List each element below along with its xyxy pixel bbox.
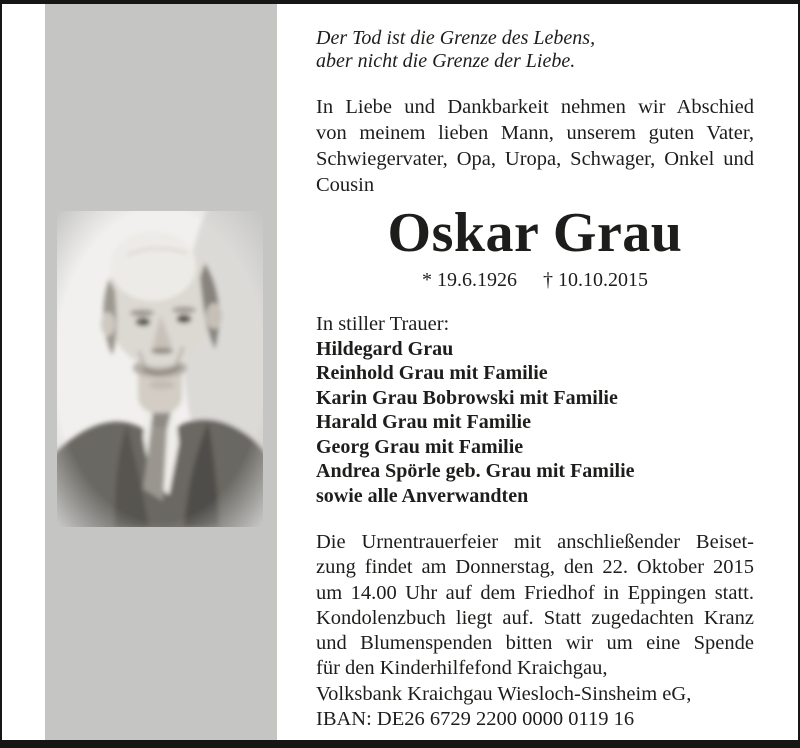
intro-line: In Liebe und Dankbarkeit nehmen wir Abschied	[316, 96, 754, 118]
life-dates	[316, 269, 754, 292]
intro-line: von meinem lieben Mann, unserem guten Vater,	[316, 122, 754, 144]
funeral-line: Die Urnentrauerfeier mit anschließender Beiset-	[316, 531, 754, 553]
mourning-list	[316, 312, 754, 508]
funeral-details	[316, 530, 754, 732]
mourner-name: Georg Grau mit Familie	[316, 435, 524, 458]
epigraph-line: Der Tod ist die Grenze des Lebens,	[316, 27, 596, 49]
mourner-name: Hildegard Grau	[316, 337, 454, 360]
frame-rule-left	[0, 0, 2, 748]
mourner-name: Karin Grau Bobrowski mit Familie	[316, 386, 618, 409]
death-date: † 10.10.2015	[543, 269, 648, 291]
frame-rule-bottom	[0, 740, 800, 748]
mourner-name: Reinhold Grau mit Familie	[316, 362, 548, 384]
funeral-line: Kondolenzbuch liegt auf. Statt zugedachten Kranz	[316, 606, 754, 629]
funeral-line: für den Kinderhilfefond Kraichgau,	[316, 657, 608, 680]
intro-line: Schwiegervater, Opa, Uropa, Schwager, Onkel und	[316, 148, 754, 170]
intro-paragraph	[316, 94, 754, 198]
iban-line: IBAN: DE26 6729 2200 0000 0119 16	[316, 708, 635, 731]
funeral-line: und Blumenspenden bitten wir um eine Spende	[316, 632, 754, 655]
deceased-name: Oskar Grau	[387, 202, 683, 264]
funeral-line: zung findet am Donnerstag, den 22. Oktober 2015	[316, 556, 754, 579]
epigraph-line: aber nicht die Grenze der Liebe.	[316, 50, 576, 72]
mourning-heading: In stiller Trauer:	[316, 313, 450, 335]
mourner-name: Andrea Spörle geb. Grau mit Familie	[316, 460, 635, 482]
epigraph	[316, 27, 754, 73]
portrait-photo	[57, 211, 263, 527]
mourner-name: Harald Grau mit Familie	[316, 411, 531, 433]
intro-line: Cousin	[316, 174, 375, 196]
birth-date: * 19.6.1926	[422, 269, 517, 291]
bank-line: Volksbank Kraichgau Wiesloch-Sinsheim eG,	[316, 682, 692, 705]
mourner-name: sowie alle Anverwandten	[316, 484, 529, 507]
funeral-line: um 14.00 Uhr auf dem Friedhof in Eppingen statt.	[316, 581, 754, 604]
